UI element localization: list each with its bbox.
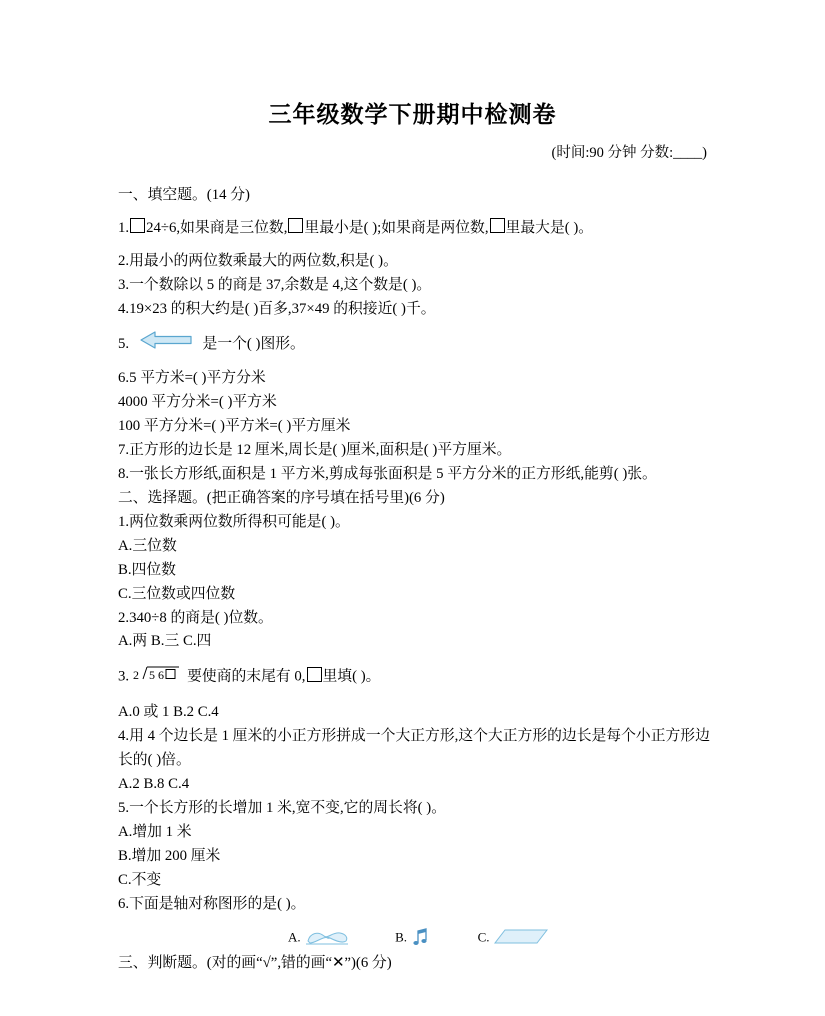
q1-prefix: 1. [118,219,130,236]
question-2-1-option-a[interactable]: A.三位数 [118,537,177,554]
answer-box-icon[interactable] [307,667,322,682]
option-a-label: A. [288,929,301,945]
answer-box-icon[interactable] [130,218,145,233]
question-1-4: 4.19×23 的积大约是( )百多,37×49 的积接近( )千。 [118,300,436,317]
question-1-7: 7.正方形的边长是 12 厘米,周长是( )厘米,面积是( )平方厘米。 [118,441,512,458]
question-1-8: 8.一张长方形纸,面积是 1 平方米,剪成每张面积是 5 平方分米的正方形纸,能剪( )张。 [118,465,657,482]
q3-mid: 要使商的末尾有 0, [187,669,306,686]
question-2-6: 6.下面是轴对称图形的是( )。 [118,895,306,912]
q3-end: 里填( )。 [322,669,381,686]
question-2-6-figure-options [118,925,717,949]
question-2-1: 1.两位数乘两位数所得积可能是( )。 [118,513,350,530]
q1-mid2: 里最小是( );如果商是两位数, [304,219,489,236]
question-2-6-option-c[interactable] [478,925,549,948]
long-division-figure-icon [133,663,183,691]
exam-content [0,184,825,976]
question-2-4-options[interactable]: A.2 B.8 C.4 [118,775,190,792]
answer-box-icon[interactable] [288,218,303,233]
question-1-6b: 4000 平方分米=( )平方米 [118,393,277,410]
question-2-6-option-b[interactable] [395,925,432,948]
question-2-3 [118,663,717,691]
question-2-1-option-c[interactable]: C.三位数或四位数 [118,585,236,602]
q1-end: 里最大是( )。 [505,219,594,236]
question-2-4: 4.用 4 个边长是 1 厘米的小正方形拼成一个大正方形,这个大正方形的边长是每个小正方形边长的( )倍。 [118,727,710,768]
answer-box-icon[interactable] [490,218,505,233]
section-heading-fill-blank: 一、填空题。(14 分) [118,187,250,203]
q1-mid1: 24÷6,如果商是三位数, [146,219,288,236]
q3-prefix: 3. [118,669,130,686]
option-c-label: C. [477,929,490,945]
question-2-5-option-c[interactable]: C.不变 [118,871,162,888]
q5-suffix: 是一个( )图形。 [202,335,305,352]
question-1-1 [118,217,717,241]
bowtie-shape-icon [304,928,350,943]
svg-text:2: 2 [133,668,140,683]
parallelogram-icon [493,928,549,943]
question-2-6-option-a[interactable] [288,925,350,948]
question-2-1-option-b[interactable]: B.四位数 [118,561,176,578]
option-b-label: B. [395,929,408,945]
question-2-5: 5.一个长方形的长增加 1 米,宽不变,它的周长将( )。 [118,799,446,816]
exam-meta: (时间:90 分钟 分数:____) [551,145,707,161]
music-note-icon [410,928,432,943]
question-1-6a: 6.5 平方米=( )平方分米 [118,369,266,386]
question-2-5-option-b[interactable]: B.增加 200 厘米 [118,847,221,864]
question-1-5 [118,331,717,358]
svg-text:5 6: 5 6 [149,668,165,683]
section-heading-true-false: 三、判断题。(对的画“√”,错的画“✕”)(6 分) [118,955,392,972]
question-2-2: 2.340÷8 的商是( )位数。 [118,609,273,626]
question-2-3-options[interactable]: A.0 或 1 B.2 C.4 [118,703,219,720]
question-2-5-option-a[interactable]: A.增加 1 米 [118,823,192,840]
page-title: 三年级数学下册期中检测卷 [268,102,557,127]
question-2-2-options[interactable]: A.两 B.三 C.四 [118,633,212,650]
question-1-6c: 100 平方分米=( )平方米=( )平方厘米 [118,417,351,434]
q5-prefix: 5. [118,335,130,352]
section-heading-multiple-choice: 二、选择题。(把正确答案的序号填在括号里)(6 分) [118,489,445,506]
question-1-3: 3.一个数除以 5 的商是 37,余数是 4,这个数是( )。 [118,276,432,293]
left-arrow-icon [139,331,193,358]
question-1-2: 2.用最小的两位数乘最大的两位数,积是( )。 [118,252,398,269]
